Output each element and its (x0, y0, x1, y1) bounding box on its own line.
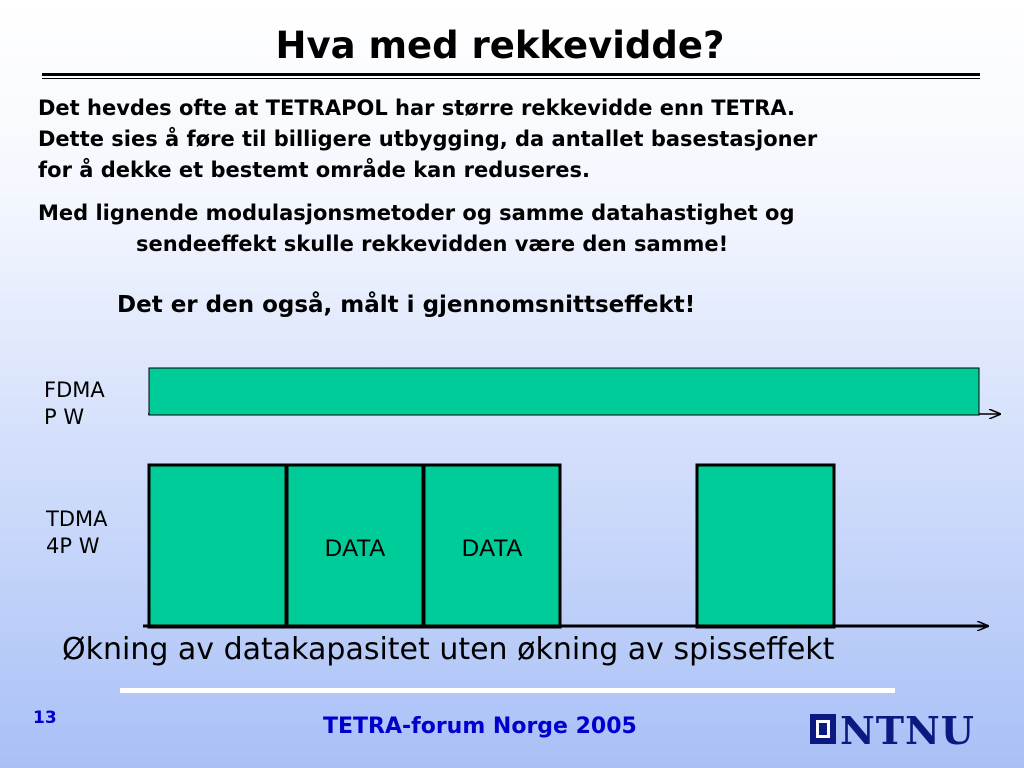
tdma-slot-2-label: DATA (324, 535, 386, 562)
paragraph-1-line-3: for å dekke et bestemt område kan reduseres. (38, 158, 591, 182)
paragraph-1-line-1: Det hevdes ofte at TETRAPOL har større rekkevidde enn TETRA. (38, 96, 795, 120)
tdma-slot-4 (697, 465, 834, 627)
fdma-label-line-2: P W (44, 405, 85, 429)
paragraph-2-line-2: sendeeffekt skulle rekkevidden være den samme! (136, 232, 729, 256)
paragraph-1-line-2: Dette sies å føre til billigere utbygging, da antallet basestasjoner (38, 127, 818, 151)
tdma-slot-1 (149, 465, 286, 627)
center-note: Det er den også, målt i gjennomsnittseffekt! (117, 292, 696, 318)
slide-number: 13 (33, 708, 57, 728)
tdma-label-line-1: TDMA (46, 507, 108, 531)
footer-title: TETRA-forum Norge 2005 (323, 714, 637, 739)
paragraph-2-line-1: Med lignende modulasjonsmetoder og samme datahastighet og (38, 201, 795, 225)
fdma-bar (149, 368, 979, 415)
ntnu-logo-text: NTNU (840, 708, 975, 753)
slide-title: Hva med rekkevidde? (275, 24, 725, 67)
tdma-label-line-2: 4P W (46, 534, 100, 558)
tdma-slot-3-label: DATA (461, 535, 523, 562)
fdma-label-line-1: FDMA (44, 378, 105, 402)
conclusion-text: Økning av datakapasitet uten økning av spisseffekt (62, 632, 835, 667)
footer-divider (120, 688, 895, 693)
ntnu-logo-icon (808, 712, 838, 746)
